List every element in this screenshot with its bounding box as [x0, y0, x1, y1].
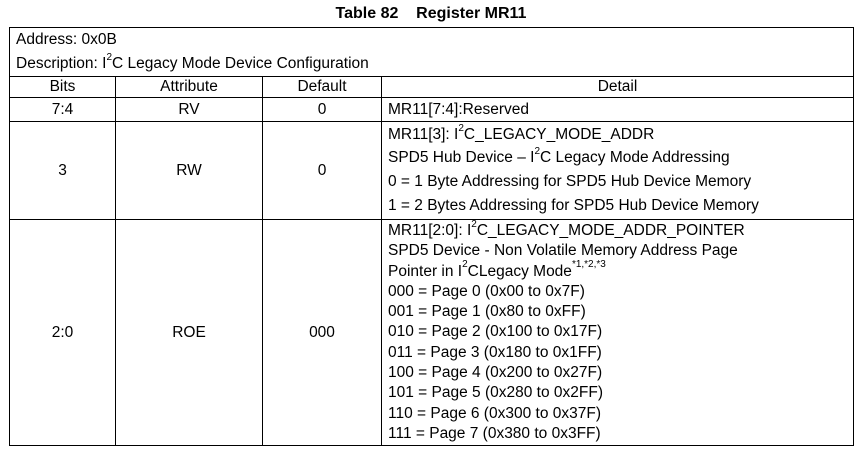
cell-bits: 3 — [10, 122, 116, 220]
detail-line: 001 = Page 1 (0x80 to 0xFF) — [388, 303, 586, 321]
detail-line: 100 = Page 4 (0x200 to 0x27F) — [388, 364, 603, 382]
table-title: Table 82 Register MR11 — [335, 5, 527, 22]
meta-cell — [10, 28, 854, 77]
cell-detail: MR11[7:4]:Reserved — [382, 98, 854, 122]
detail-line: 0 = 1 Byte Addressing for SPD5 Hub Device Memory — [388, 173, 752, 190]
cell-bits: 2:0 — [10, 220, 116, 446]
detail-title: MR11[2:0]: $I^2C\_LEGACY\_MODE\_ADDR\_POINTER$ — [388, 218, 745, 239]
cell-attribute: ROE — [116, 220, 263, 446]
header-row — [10, 77, 854, 98]
table-row — [10, 122, 854, 220]
detail-line: 110 = Page 6 (0x300 to 0x37F) — [388, 404, 601, 422]
detail-line: 111 = Page 7 (0x380 to 0x3FF) — [388, 424, 601, 442]
detail-line: 101 = Page 5 (0x280 to 0x2FF) — [388, 384, 603, 402]
cell-detail — [382, 122, 854, 220]
detail-subtitle-2: Pointer in $I^2CLegacy$ Mode$^{*1,*2,*3}$ — [388, 259, 606, 280]
register-table — [9, 27, 854, 446]
cell-default: 0 — [263, 98, 382, 122]
cell-default: 0 — [263, 122, 382, 220]
cell-attribute: RW — [116, 122, 263, 220]
detail-line: 010 = Page 2 (0x100 to 0x17F) — [388, 323, 603, 341]
header-detail: Detail — [382, 77, 854, 98]
footnote-ref: *1,*2,*3 — [571, 259, 606, 271]
header-bits: Bits — [10, 77, 116, 98]
table-row — [10, 98, 854, 122]
address-row — [10, 28, 854, 77]
cell-attribute: RV — [116, 98, 263, 122]
description-text: Description: $I^2C$ Legacy Mode Device Configuration — [16, 51, 369, 72]
detail-line: 011 = Page 3 (0x180 to 0x1FF) — [388, 343, 602, 361]
address-text: Address: 0x0B — [16, 31, 117, 48]
detail-subtitle: SPD5 Hub Device – $I^2C$ Legacy Mode Addressing — [388, 145, 730, 166]
detail-line: 1 = 2 Bytes Addressing for SPD5 Hub Device Memory — [388, 197, 759, 214]
cell-detail — [382, 220, 854, 446]
cell-bits: 7:4 — [10, 98, 116, 122]
header-default: Default — [263, 77, 382, 98]
detail-subtitle: SPD5 Device - Non Volatile Memory Address Page — [388, 242, 738, 260]
table-row — [10, 220, 854, 446]
detail-title: MR11[3]: $I^2C\_LEGACY\_MODE\_ADDR$ — [388, 122, 655, 143]
detail-line: 000 = Page 0 (0x00 to 0x7F) — [388, 282, 585, 300]
cell-default: 000 — [263, 220, 382, 446]
header-attribute: Attribute — [116, 77, 263, 98]
